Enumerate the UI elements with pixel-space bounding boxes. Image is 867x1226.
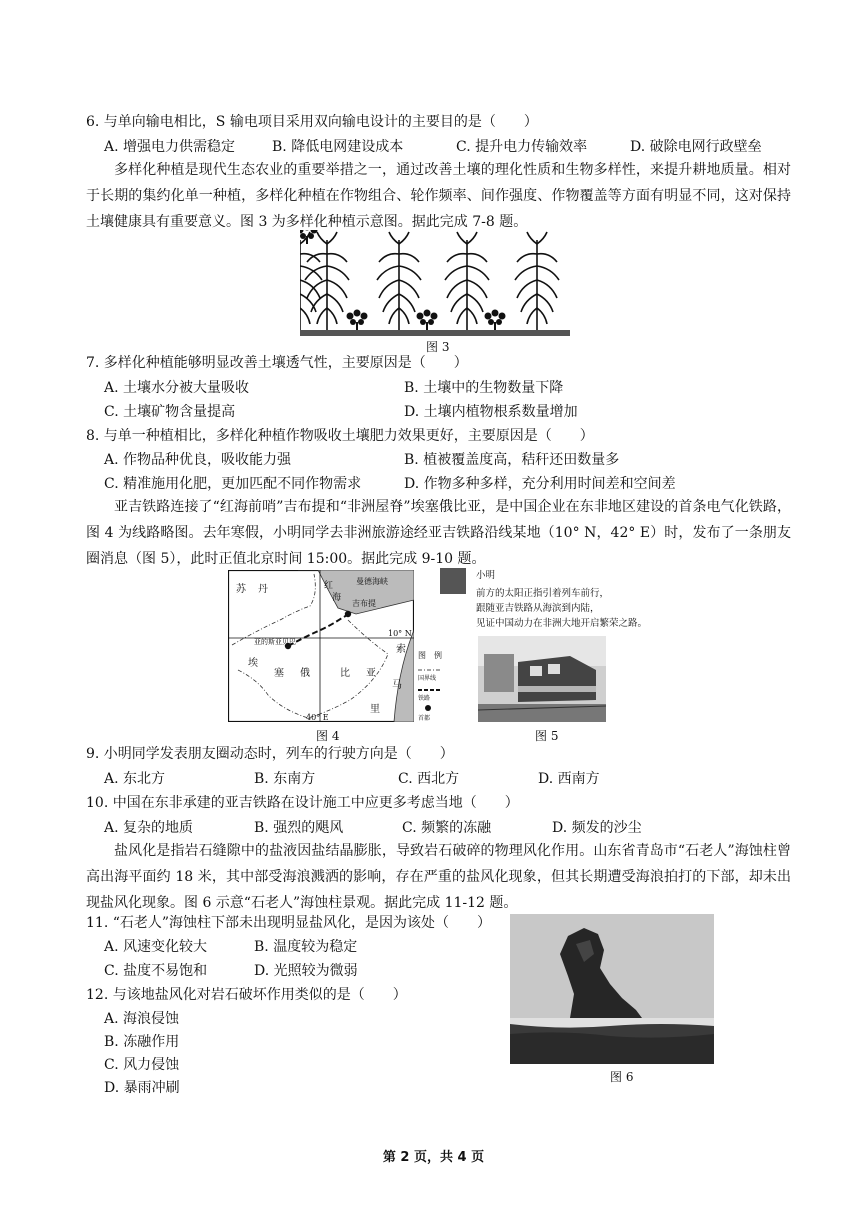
q10-option-d: D. 频发的沙尘	[552, 820, 642, 836]
q6-option-a: A. 增强电力供需稳定	[104, 139, 236, 155]
map-label-mandeb: 曼德海峡	[356, 577, 388, 586]
q7-option-b: B. 土壤中的生物数量下降	[404, 380, 564, 396]
question-10-stem: 10. 中国在东非承建的亚吉铁路在设计施工中应更多考虑当地（ ）	[86, 795, 519, 811]
q8-option-c: C. 精准施用化肥，更加匹配不同作物需求	[104, 476, 362, 492]
figure-4-caption: 图 4	[316, 729, 340, 743]
wechat-username: 小明	[476, 570, 496, 581]
q9-option-a: A. 东北方	[104, 771, 166, 787]
wechat-message-line: 见证中国动力在非洲大地开启繁荣之路。	[476, 618, 648, 629]
q12-option-b: B. 冻融作用	[104, 1034, 180, 1050]
map-label-e: 俄	[300, 668, 310, 679]
map-label-sai: 塞	[274, 668, 284, 679]
q8-option-d: D. 作物多种多样，充分利用时间差和空间差	[404, 476, 676, 492]
question-11-stem: 11. “石老人”海蚀柱下部未出现明显盐风化，是因为该处（ ）	[86, 915, 492, 931]
q8-option-a: A. 作物品种优良，吸收能力强	[104, 452, 292, 468]
q6-option-d: D. 破除电网行政壁垒	[630, 139, 762, 155]
q6-option-b: B. 降低电网建设成本	[272, 139, 404, 155]
train-photo	[478, 636, 606, 722]
question-12-stem: 12. 与该地盐风化对岩石破坏作用类似的是（ ）	[86, 987, 407, 1003]
legend-rail-label: 铁路	[418, 695, 431, 702]
passage-diversified-planting: 多样化种植是现代生态农业的重要举措之一，通过改善土壤的理化性质和生物多样性，来提升耕地质量。相对于长期的集约化单一种植，多样化种植在作物组合、轮作频率、间作强度、作物覆盖等方面有明显不同，这对保持土壤健康具有重要意义。图 3 为多样化种植示意图。据此完成 7-8 题。	[86, 162, 791, 230]
wechat-message-line: 跟随亚吉铁路从海滨到内陆，	[476, 603, 600, 614]
legend-capital-label: 首都	[418, 715, 431, 722]
page-footer: 第 2 页，共 4 页	[382, 1150, 485, 1165]
q10-option-b: B. 强烈的飓风	[254, 820, 344, 836]
map-label-bi: 比	[340, 668, 350, 679]
q9-option-c: C. 西北方	[398, 771, 460, 787]
map-label-ma: 马	[392, 680, 402, 691]
q10-option-c: C. 频繁的冻融	[402, 820, 492, 836]
q12-option-c: C. 风力侵蚀	[104, 1057, 180, 1073]
q8-option-b: B. 植被覆盖度高，秸秆还田数量多	[404, 452, 620, 468]
figure-5-caption: 图 5	[535, 729, 559, 743]
q7-option-a: A. 土壤水分被大量吸收	[104, 380, 250, 396]
q11-option-b: B. 温度较为稳定	[254, 939, 358, 955]
figure-4-railway-map	[228, 570, 414, 722]
q9-option-b: B. 东南方	[254, 771, 316, 787]
q7-option-c: C. 土壤矿物含量提高	[104, 404, 236, 420]
map-label-ya: 亚	[366, 668, 376, 679]
map-label-li: 里	[370, 704, 380, 715]
q6-option-c: C. 提升电力传输效率	[456, 139, 588, 155]
map-label-ai: 埃	[248, 658, 258, 669]
map-label-hong: 红	[324, 581, 334, 591]
figure-6-caption: 图 6	[610, 1070, 634, 1084]
question-9-stem: 9. 小明同学发表朋友圈动态时，列车的行驶方向是（ ）	[86, 746, 454, 762]
map-label-addis-ababa: 亚的斯亚贝巴	[254, 638, 296, 646]
figure-3-caption: 图 3	[426, 340, 450, 354]
q11-option-d: D. 光照较为微弱	[254, 963, 358, 979]
question-6-stem: 6. 与单向输电相比，S 输电项目采用双向输电设计的主要目的是（ ）	[86, 114, 538, 130]
q7-option-d: D. 土壤内植物根系数量增加	[404, 404, 578, 420]
map-label-10n: 10° N	[388, 629, 412, 638]
q12-option-d: D. 暴雨冲刷	[104, 1080, 180, 1096]
question-7-stem: 7. 多样化种植能够明显改善土壤透气性，主要原因是（ ）	[86, 355, 468, 371]
map-label-djibouti: 吉布提	[352, 599, 376, 608]
figure-3-diversified-planting-diagram	[300, 230, 570, 340]
q10-option-a: A. 复杂的地质	[104, 820, 194, 836]
passage-salt-weathering: 盐风化是指岩石缝隙中的盐液因盐结晶膨胀，导致岩石破碎的物理风化作用。山东省青岛市“石老人”海蚀柱曾高出海平面约 18 米，其中部受海浪溅洒的影响，存在严重的盐风化现象，但其长期遭受海浪拍打的下部，却未出现盐风化现象。图 6 示意“石老人”海蚀柱景观。据此完成 11-12 题。	[86, 843, 791, 911]
wechat-message-line: 前方的太阳正指引着列车前行，	[476, 588, 610, 599]
question-8-stem: 8. 与单一种植相比，多样化种植作物吸收土壤肥力效果更好，主要原因是（ ）	[86, 428, 594, 444]
figure-6-sea-stack-photo	[510, 914, 714, 1064]
legend-title: 图 例	[418, 651, 442, 660]
q11-option-c: C. 盐度不易饱和	[104, 963, 208, 979]
q9-option-d: D. 西南方	[538, 771, 600, 787]
q12-option-a: A. 海浪侵蚀	[104, 1011, 180, 1027]
map-label-suo: 索	[396, 644, 406, 655]
wechat-message	[476, 586, 647, 631]
map-label-hai: 海	[332, 593, 342, 603]
map-label-40e: 40° E	[306, 713, 329, 722]
passage-addis-djibouti-railway: 亚吉铁路连接了“红海前哨”吉布提和“非洲屋脊”埃塞俄比亚，是中国企业在东非地区建设的首条电气化铁路，图 4 为线路略图。去年寒假，小明同学去非洲旅游途经亚吉铁路沿线某地（10° N，42° E）时，发布了一条朋友圈消息（图 5），此时正值北京时间 15:00。据此完成 9-10 题。	[86, 499, 791, 567]
q11-option-a: A. 风速变化较大	[104, 939, 208, 955]
avatar	[440, 568, 466, 594]
legend-border-label: 国界线	[418, 675, 437, 682]
map-label-dan: 丹	[258, 584, 268, 595]
map-label-su: 苏	[236, 584, 246, 595]
